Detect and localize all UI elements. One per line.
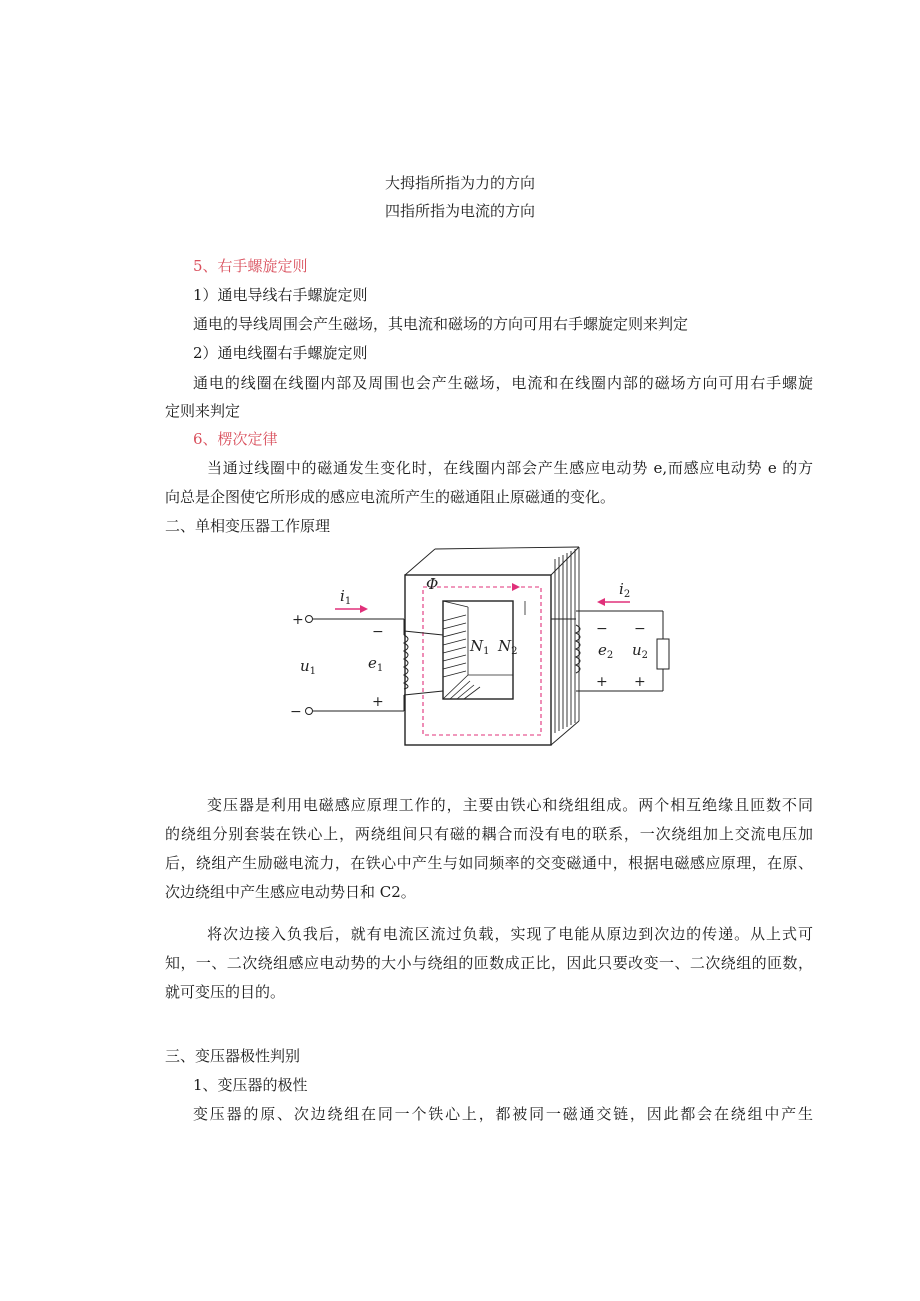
principle-p1-line3: 后，绕组产生励磁电流力，在铁心中产生与如同频率的交变磁通中，根据电磁感应原理，在原、 [165, 854, 813, 872]
section-polarity: 三、变压器极性判别 [165, 1047, 301, 1065]
e1-plus: + [372, 694, 384, 710]
phi-label: Φ [426, 575, 439, 593]
transformer-diagram [280, 545, 700, 760]
e2-minus: − [596, 621, 608, 637]
lenz-text-line2: 向总是企图使它所形成的感应电流所产生的磁通阻止原磁通的变化。 [165, 488, 616, 506]
u2-label: $u_2$ [632, 641, 649, 661]
e1-minus: − [372, 624, 384, 640]
u1-label: $u_1$ [300, 657, 317, 677]
principle-p1-line4: 次边绕组中产生感应电动势日和 C2。 [165, 883, 416, 901]
thumb-line: 大拇指所指为力的方向 [384, 174, 535, 192]
u2-plus: + [634, 674, 646, 690]
i2-label: $i_2$ [619, 580, 631, 600]
e2-plus: + [596, 674, 608, 690]
coil-rule-text-line2: 定则来判定 [165, 402, 241, 420]
coil-rule-text-line1: 通电的线圈在线圈内部及周围也会产生磁场，电流和在线圈内部的磁场方向可用右手螺旋 [193, 374, 813, 392]
i1-label: $i_1$ [340, 587, 352, 607]
n2-label: $N_2$ [498, 637, 518, 657]
four-fingers-line: 四指所指为电流的方向 [384, 202, 535, 220]
e1-label: $e_1$ [368, 654, 384, 674]
i1-arrow [360, 605, 368, 613]
subheading-wire-rule: 1）通电导线右手螺旋定则 [193, 286, 368, 304]
section-transformer-principle: 二、单相变压器工作原理 [165, 517, 331, 535]
secondary-wires [576, 611, 669, 691]
principle-p1-line1: 变压器是利用电磁感应原理工作的，主要由铁心和绕组组成。两个相互绝缘且匝数不同 [207, 796, 813, 814]
heading-right-hand-screw-rule: 5、右手螺旋定则 [193, 257, 308, 275]
subheading-polarity: 1、变压器的极性 [193, 1076, 308, 1094]
load-resistor [657, 639, 669, 669]
wire-rule-text: 通电的导线周围会产生磁场，其电流和磁场的方向可用右手螺旋定则来判定 [193, 315, 689, 333]
primary-minus: − [290, 704, 302, 720]
principle-p2-line2: 知，一、二次绕组感应电动势的大小与绕组的匝数成正比，因此只要改变一、二次绕组的匝数， [165, 954, 813, 972]
lenz-text-line1: 当通过线圈中的磁通发生变化时，在线圈内部会产生感应电动势 e,而感应电动势 e 的方 [207, 459, 813, 477]
principle-p2-line3: 就可变压的目的。 [165, 983, 286, 1001]
heading-lenz-law: 6、楞次定律 [193, 430, 278, 448]
principle-p1-line2: 的绕组分别套装在铁心上，两绕组间只有磁的耦合而没有电的联系，一次绕组加上交流电压加 [165, 825, 813, 843]
e2-label: $e_2$ [598, 641, 614, 661]
u2-minus: − [634, 621, 646, 637]
primary-wires [306, 616, 405, 715]
i2-arrow [597, 598, 605, 606]
primary-plus: + [292, 612, 304, 628]
principle-p2-line1: 将次边接入负我后，就有电流区流过负载，实现了电能从原边到次边的传递。从上式可 [207, 925, 813, 943]
subheading-coil-rule: 2）通电线圈右手螺旋定则 [193, 344, 368, 362]
polarity-text: 变压器的原、次边绕组在同一个铁心上，都被同一磁通交链，因此都会在绕组中产生 [193, 1105, 813, 1123]
n1-label: $N_1$ [470, 637, 490, 657]
